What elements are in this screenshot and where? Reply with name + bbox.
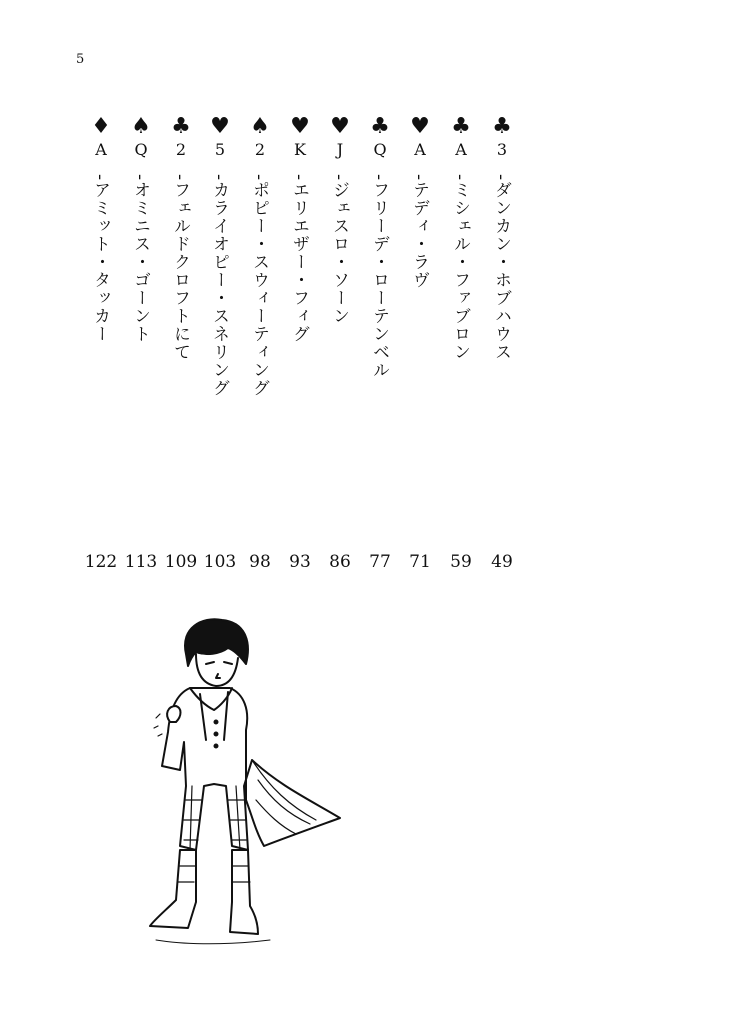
chapter-page: 71 (409, 552, 431, 572)
card-rank: J (336, 140, 344, 159)
coat (162, 688, 340, 850)
card-rank: 2 (254, 140, 266, 159)
heart-suit-icon: ♥ (330, 114, 350, 139)
club-suit-icon: ♣ (171, 114, 191, 139)
club-suit-icon: ♣ (451, 114, 471, 139)
chapter-title: -ポピー・スウィーティング (249, 174, 269, 398)
club-suit-icon: ♣ (492, 114, 512, 139)
chapter-page: 98 (249, 552, 271, 572)
chapter-page: 103 (203, 552, 237, 572)
chapter-page: 122 (84, 552, 118, 572)
chapter-page: 77 (369, 552, 391, 572)
toc-entry[interactable] (446, 114, 476, 584)
toc-entry[interactable] (126, 114, 156, 584)
chapter-title: -カライオピー・スネリング (209, 174, 229, 398)
chapter-title: -フリーデ・ローテンベル (369, 174, 389, 380)
chapter-title: -ジェスロ・ソーン (329, 174, 349, 326)
card-rank: 2 (175, 140, 187, 159)
page-number: 5 (76, 52, 85, 67)
toc-entry[interactable] (166, 114, 196, 584)
toc-entry[interactable] (365, 114, 395, 584)
toc-entry[interactable] (325, 114, 355, 584)
card-rank: A (414, 140, 426, 159)
chapter-title: -ミシェル・ファブロン (450, 174, 470, 362)
character-illustration (140, 610, 350, 970)
toc-entry[interactable] (86, 114, 116, 584)
chapter-title: -ダンカン・ホブハウス (491, 174, 511, 362)
chapter-page: 49 (491, 552, 513, 572)
chapter-page: 86 (329, 552, 351, 572)
face (196, 654, 238, 686)
chapter-title: -テディ・ラヴ (409, 174, 429, 290)
diamond-suit-icon: ♦ (91, 114, 111, 139)
card-rank: Q (134, 140, 148, 159)
right-boot (230, 850, 258, 934)
heart-suit-icon: ♥ (410, 114, 430, 139)
card-rank: A (455, 140, 467, 159)
chapter-title: -オミニス・ゴーント (130, 174, 150, 344)
toc-entry[interactable] (487, 114, 517, 584)
toc-entry[interactable] (245, 114, 275, 584)
toc-entry[interactable] (405, 114, 435, 584)
spade-suit-icon: ♠ (131, 114, 151, 139)
chapter-title: -フェルドクロフトにて (170, 174, 190, 362)
heart-suit-icon: ♥ (210, 114, 230, 139)
left-boot (150, 850, 196, 928)
heart-suit-icon: ♥ (290, 114, 310, 139)
toc-entry[interactable] (285, 114, 315, 584)
chapter-page: 113 (124, 552, 158, 572)
chapter-page: 93 (289, 552, 311, 572)
spade-suit-icon: ♠ (250, 114, 270, 139)
card-rank: Q (373, 140, 387, 159)
card-rank: A (95, 140, 107, 159)
chapter-title: -アミット・タッカー (90, 174, 110, 344)
card-rank: 3 (496, 140, 508, 159)
chapter-page: 109 (164, 552, 198, 572)
chapter-page: 59 (450, 552, 472, 572)
card-rank: K (294, 140, 306, 159)
card-rank: 5 (214, 140, 226, 159)
club-suit-icon: ♣ (370, 114, 390, 139)
toc-entry[interactable] (205, 114, 235, 584)
chapter-title: -エリエザー・フィグ (289, 174, 309, 344)
